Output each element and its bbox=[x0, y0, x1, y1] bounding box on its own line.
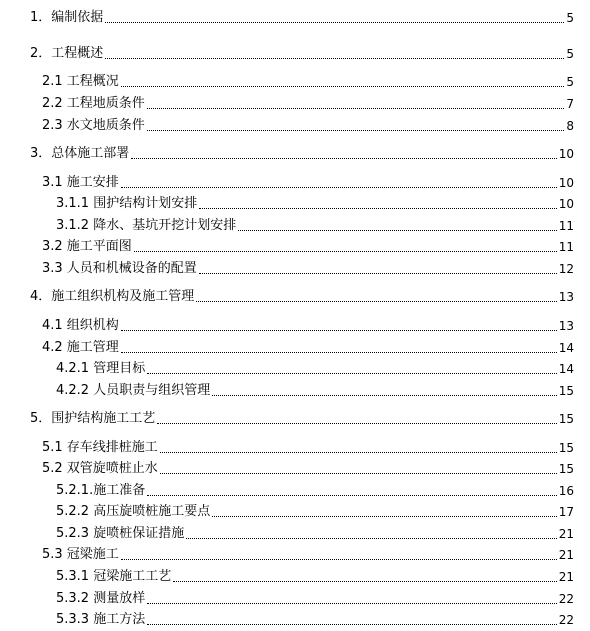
dot-leader bbox=[121, 559, 557, 560]
dot-leader bbox=[121, 187, 557, 188]
toc-entry-title: 5.3.2 测量放样 bbox=[56, 591, 146, 606]
toc-entry-page: 11 bbox=[558, 240, 574, 254]
toc-entry-page: 15 bbox=[558, 441, 574, 455]
toc-entry-page: 21 bbox=[558, 527, 574, 541]
toc-entry-title: 4.2.1 管理目标 bbox=[56, 361, 146, 376]
toc-entry[interactable] bbox=[0, 114, 574, 134]
toc-entry-title: 3.3 人员和机械设备的配置 bbox=[42, 261, 197, 276]
toc-entry-title: 4.1 组织机构 bbox=[42, 318, 119, 333]
toc-entry-page: 10 bbox=[558, 147, 574, 161]
toc-entry[interactable] bbox=[0, 214, 574, 234]
toc-entry[interactable] bbox=[0, 543, 574, 563]
toc-entry-page: 7 bbox=[566, 97, 574, 111]
toc-entry-title: 5.2 双管旋喷桩止水 bbox=[42, 461, 158, 476]
dot-leader bbox=[105, 22, 564, 23]
dot-leader bbox=[105, 58, 564, 59]
toc-entry-page: 12 bbox=[558, 262, 574, 276]
toc-entry[interactable] bbox=[0, 92, 574, 112]
dot-leader bbox=[147, 624, 557, 625]
toc-entry-page: 8 bbox=[566, 119, 574, 133]
dot-leader bbox=[147, 603, 557, 604]
toc-entry[interactable] bbox=[0, 235, 574, 255]
toc-entry-page: 10 bbox=[558, 176, 574, 190]
toc-entry[interactable] bbox=[0, 70, 574, 90]
dot-leader bbox=[196, 301, 556, 302]
dot-leader bbox=[238, 230, 557, 231]
toc-entry[interactable] bbox=[0, 457, 574, 477]
toc-entry-page: 16 bbox=[558, 484, 574, 498]
toc-entry[interactable] bbox=[0, 436, 574, 456]
toc-entry[interactable] bbox=[0, 565, 574, 585]
toc-entry-title: 3.1.2 降水、基坑开挖计划安排 bbox=[56, 218, 237, 233]
toc-entry-title: 5.2.1.施工准备 bbox=[56, 483, 146, 498]
toc-entry-page: 13 bbox=[558, 290, 574, 304]
toc-entry-title: 3.1.1 围护结构计划安排 bbox=[56, 196, 198, 211]
toc-entry-title: 5.1 存车线排桩施工 bbox=[42, 440, 158, 455]
toc-entry-page: 15 bbox=[558, 462, 574, 476]
toc-entry-title: 1．编制依据 bbox=[30, 10, 104, 25]
toc-entry[interactable] bbox=[0, 6, 574, 26]
toc-entry-page: 15 bbox=[558, 384, 574, 398]
toc-entry-title: 5.2.3 旋喷桩保证措施 bbox=[56, 526, 185, 541]
toc-entry-page: 11 bbox=[558, 219, 574, 233]
toc-entry-page: 5 bbox=[566, 11, 574, 25]
toc-entry-title: 4．施工组织机构及施工管理 bbox=[30, 289, 195, 304]
toc-entry[interactable] bbox=[0, 42, 574, 62]
toc-entry-page: 21 bbox=[558, 548, 574, 562]
toc-entry-title: 2.2 工程地质条件 bbox=[42, 96, 145, 111]
dot-leader bbox=[147, 373, 557, 374]
dot-leader bbox=[121, 330, 557, 331]
toc-entry-page: 5 bbox=[566, 47, 574, 61]
toc-entry[interactable] bbox=[0, 285, 574, 305]
toc-entry[interactable] bbox=[0, 379, 574, 399]
dot-leader bbox=[199, 208, 557, 209]
toc-entry-title: 3.2 施工平面图 bbox=[42, 239, 132, 254]
toc-entry[interactable] bbox=[0, 522, 574, 542]
toc-entry[interactable] bbox=[0, 314, 574, 334]
toc-entry[interactable] bbox=[0, 192, 574, 212]
dot-leader bbox=[173, 581, 557, 582]
toc-entry-page: 13 bbox=[558, 319, 574, 333]
dot-leader bbox=[147, 495, 557, 496]
toc-entry[interactable] bbox=[0, 171, 574, 191]
dot-leader bbox=[160, 452, 557, 453]
dot-leader bbox=[121, 352, 557, 353]
toc-entry[interactable] bbox=[0, 336, 574, 356]
toc-entry-title: 5.2.2 高压旋喷桩施工要点 bbox=[56, 504, 211, 519]
dot-leader bbox=[147, 130, 565, 131]
dot-leader bbox=[147, 108, 565, 109]
toc-entry[interactable] bbox=[0, 608, 574, 628]
toc-entry-page: 22 bbox=[558, 613, 574, 627]
toc-entry[interactable] bbox=[0, 500, 574, 520]
toc-entry-page: 10 bbox=[558, 197, 574, 211]
dot-leader bbox=[121, 86, 565, 87]
dot-leader bbox=[160, 473, 557, 474]
toc-entry-page: 14 bbox=[558, 362, 574, 376]
toc-entry-title: 2．工程概述 bbox=[30, 46, 104, 61]
toc-entry-page: 17 bbox=[558, 505, 574, 519]
dot-leader bbox=[212, 516, 557, 517]
toc-entry-title: 5.3.3 施工方法 bbox=[56, 612, 146, 627]
toc-entry-title: 2.3 水文地质条件 bbox=[42, 118, 145, 133]
toc-entry[interactable] bbox=[0, 357, 574, 377]
dot-leader bbox=[199, 273, 557, 274]
dot-leader bbox=[186, 538, 557, 539]
toc-entry-title: 2.1 工程概况 bbox=[42, 74, 119, 89]
dot-leader bbox=[131, 158, 556, 159]
toc-entry[interactable] bbox=[0, 479, 574, 499]
toc-entry[interactable] bbox=[0, 257, 574, 277]
toc-entry-title: 4.2 施工管理 bbox=[42, 340, 119, 355]
toc-entry-page: 15 bbox=[558, 412, 574, 426]
toc-entry-title: 5.3.1 冠梁施工工艺 bbox=[56, 569, 172, 584]
toc-entry[interactable] bbox=[0, 142, 574, 162]
dot-leader bbox=[212, 395, 557, 396]
dot-leader bbox=[157, 423, 556, 424]
toc-entry-page: 14 bbox=[558, 341, 574, 355]
toc-entry-page: 22 bbox=[558, 592, 574, 606]
toc-entry-title: 5.3 冠梁施工 bbox=[42, 547, 119, 562]
toc-entry-title: 3.1 施工安排 bbox=[42, 175, 119, 190]
toc-entry[interactable] bbox=[0, 407, 574, 427]
toc-entry-page: 21 bbox=[558, 570, 574, 584]
toc-entry[interactable] bbox=[0, 587, 574, 607]
toc-entry-title: 4.2.2 人员职责与组织管理 bbox=[56, 383, 211, 398]
toc-entry-title: 5．围护结构施工工艺 bbox=[30, 411, 156, 426]
toc-entry-title: 3．总体施工部署 bbox=[30, 146, 130, 161]
toc-entry-page: 5 bbox=[566, 75, 574, 89]
dot-leader bbox=[134, 251, 557, 252]
